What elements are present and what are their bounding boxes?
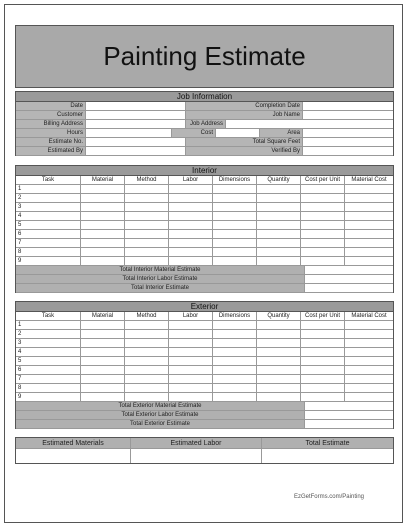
column-header: Cost per Unit: [301, 312, 345, 320]
exterior-table-row: [16, 348, 393, 357]
job-address-label: Job Address: [186, 120, 226, 128]
interior-table-row: [16, 230, 393, 239]
estimated-materials-label: Estimated Materials: [16, 438, 131, 448]
total-field[interactable]: [305, 284, 393, 292]
column-header: Method: [125, 312, 169, 320]
table-cell[interactable]: [125, 384, 169, 392]
table-cell[interactable]: [345, 339, 393, 347]
footer-text: EzGetForms.com/Painting: [293, 494, 364, 500]
customer-label: Customer: [16, 111, 86, 119]
estimate-no-field[interactable]: [86, 138, 186, 146]
interior-table-row: [16, 212, 393, 221]
total-field[interactable]: [305, 402, 393, 410]
completion-date-field[interactable]: [303, 102, 393, 110]
total-label: Total Interior Estimate: [16, 284, 305, 292]
table-cell[interactable]: [257, 330, 301, 338]
table-cell[interactable]: [81, 221, 125, 229]
total-field[interactable]: [305, 411, 393, 419]
table-cell[interactable]: [125, 248, 169, 256]
interior-table-row: [16, 203, 393, 212]
table-cell[interactable]: [213, 194, 257, 202]
column-header: Material Cost: [345, 312, 393, 320]
table-cell[interactable]: [213, 257, 257, 265]
job-info-row: [16, 120, 393, 129]
estimated-by-field[interactable]: [86, 147, 186, 155]
table-cell[interactable]: [213, 230, 257, 238]
table-cell[interactable]: [345, 357, 393, 365]
table-cell[interactable]: [169, 393, 213, 401]
interior-rows: [16, 185, 393, 266]
exterior-table-row: [16, 330, 393, 339]
total-square-feet-field[interactable]: [303, 138, 393, 146]
table-cell[interactable]: [257, 221, 301, 229]
table-cell[interactable]: [81, 212, 125, 220]
table-cell[interactable]: [81, 185, 125, 193]
table-cell[interactable]: [257, 248, 301, 256]
interior-totals: [16, 266, 393, 293]
job-name-field[interactable]: [303, 111, 393, 119]
row-number: 5: [18, 358, 22, 364]
table-cell[interactable]: [213, 330, 257, 338]
total-field[interactable]: [305, 266, 393, 274]
hours-field[interactable]: [86, 129, 172, 137]
table-cell[interactable]: [301, 357, 345, 365]
exterior-total-row: [16, 420, 393, 429]
table-cell[interactable]: [257, 257, 301, 265]
job-info-row: [16, 102, 393, 111]
table-cell[interactable]: [213, 221, 257, 229]
table-cell[interactable]: [257, 375, 301, 383]
table-cell[interactable]: [345, 384, 393, 392]
job-info-row: [16, 129, 393, 138]
task-cell[interactable]: [16, 212, 81, 220]
column-header: Task: [16, 176, 81, 184]
table-cell[interactable]: [345, 248, 393, 256]
table-cell[interactable]: [257, 366, 301, 374]
table-cell[interactable]: [125, 357, 169, 365]
task-cell[interactable]: [16, 330, 81, 338]
job-info-row: [16, 111, 393, 120]
total-label: Total Exterior Labor Estimate: [16, 411, 305, 419]
table-cell[interactable]: [81, 348, 125, 356]
exterior-table-row: [16, 366, 393, 375]
table-cell[interactable]: [213, 212, 257, 220]
row-number: 1: [18, 186, 22, 192]
table-cell[interactable]: [345, 203, 393, 211]
table-cell[interactable]: [169, 321, 213, 329]
table-cell[interactable]: [169, 357, 213, 365]
table-cell[interactable]: [125, 203, 169, 211]
row-number: 8: [18, 385, 22, 391]
estimate-no-label: Estimate No.: [16, 138, 86, 146]
table-cell[interactable]: [169, 375, 213, 383]
table-cell[interactable]: [345, 194, 393, 202]
table-cell[interactable]: [169, 212, 213, 220]
table-cell[interactable]: [81, 357, 125, 365]
table-cell[interactable]: [81, 230, 125, 238]
column-header: Quantity: [257, 176, 301, 184]
table-cell[interactable]: [81, 203, 125, 211]
total-estimate-field[interactable]: [262, 449, 393, 463]
table-cell[interactable]: [213, 321, 257, 329]
table-cell[interactable]: [81, 384, 125, 392]
interior-header: Interior: [16, 165, 393, 176]
interior-table-row: [16, 239, 393, 248]
column-header: Cost per Unit: [301, 176, 345, 184]
cost-field[interactable]: [216, 129, 260, 137]
table-cell[interactable]: [81, 194, 125, 202]
column-header: Material: [81, 176, 125, 184]
interior-table-row: [16, 185, 393, 194]
job-info-section: [15, 91, 394, 156]
table-cell[interactable]: [169, 230, 213, 238]
table-cell[interactable]: [345, 239, 393, 247]
table-cell[interactable]: [301, 348, 345, 356]
row-number: 2: [18, 331, 22, 337]
interior-table-row: [16, 248, 393, 257]
table-cell[interactable]: [81, 393, 125, 401]
task-cell[interactable]: [16, 203, 81, 211]
row-number: 4: [18, 349, 22, 355]
table-cell[interactable]: [213, 203, 257, 211]
table-cell[interactable]: [301, 212, 345, 220]
table-cell[interactable]: [257, 185, 301, 193]
task-cell[interactable]: [16, 230, 81, 238]
table-cell[interactable]: [169, 185, 213, 193]
table-cell[interactable]: [169, 221, 213, 229]
table-cell[interactable]: [301, 248, 345, 256]
total-estimate-label: Total Estimate: [262, 438, 393, 448]
row-number: 3: [18, 204, 22, 210]
row-number: 2: [18, 195, 22, 201]
table-cell[interactable]: [169, 248, 213, 256]
interior-total-row: [16, 266, 393, 275]
table-cell[interactable]: [125, 366, 169, 374]
table-cell[interactable]: [301, 239, 345, 247]
total-label: Total Interior Labor Estimate: [16, 275, 305, 283]
table-cell[interactable]: [213, 348, 257, 356]
table-cell[interactable]: [345, 221, 393, 229]
table-cell[interactable]: [345, 185, 393, 193]
exterior-table-row: [16, 384, 393, 393]
task-cell[interactable]: [16, 185, 81, 193]
task-cell[interactable]: [16, 393, 81, 401]
table-cell[interactable]: [301, 257, 345, 265]
hours-label: Hours: [16, 129, 86, 137]
row-number: 6: [18, 367, 22, 373]
task-cell[interactable]: [16, 357, 81, 365]
table-cell[interactable]: [257, 203, 301, 211]
interior-total-row: [16, 275, 393, 284]
estimated-by-label: Estimated By: [16, 147, 86, 155]
row-number: 9: [18, 394, 22, 400]
table-cell[interactable]: [213, 366, 257, 374]
table-cell[interactable]: [345, 257, 393, 265]
total-field[interactable]: [305, 275, 393, 283]
table-cell[interactable]: [125, 212, 169, 220]
task-cell[interactable]: [16, 348, 81, 356]
area-field[interactable]: [303, 129, 393, 137]
exterior-rows: [16, 321, 393, 402]
column-header: Labor: [169, 312, 213, 320]
billing-address-label: Billing Address: [16, 120, 86, 128]
row-number: 1: [18, 322, 22, 328]
date-label: Date: [16, 102, 86, 110]
table-cell[interactable]: [257, 348, 301, 356]
job-address-field[interactable]: [226, 120, 393, 128]
customer-field[interactable]: [86, 111, 186, 119]
table-cell[interactable]: [125, 239, 169, 247]
job-info-header: Job Information: [16, 91, 393, 102]
exterior-table-row: [16, 339, 393, 348]
row-number: 5: [18, 222, 22, 228]
column-header: Labor: [169, 176, 213, 184]
table-cell[interactable]: [213, 393, 257, 401]
table-cell[interactable]: [345, 375, 393, 383]
row-number: 4: [18, 213, 22, 219]
table-cell[interactable]: [301, 221, 345, 229]
table-cell[interactable]: [125, 330, 169, 338]
total-label: Total Exterior Material Estimate: [16, 402, 305, 410]
job-info-row: [16, 147, 393, 156]
table-cell[interactable]: [125, 321, 169, 329]
total-field[interactable]: [305, 420, 393, 428]
table-cell[interactable]: [81, 248, 125, 256]
table-cell[interactable]: [169, 239, 213, 247]
table-cell[interactable]: [301, 366, 345, 374]
interior-table-row: [16, 221, 393, 230]
task-cell[interactable]: [16, 248, 81, 256]
row-number: 6: [18, 231, 22, 237]
table-cell[interactable]: [125, 230, 169, 238]
table-cell[interactable]: [257, 230, 301, 238]
estimated-materials-field[interactable]: [16, 449, 131, 463]
table-cell[interactable]: [345, 321, 393, 329]
table-cell[interactable]: [257, 239, 301, 247]
exterior-table-row: [16, 321, 393, 330]
exterior-header: Exterior: [16, 301, 393, 312]
table-cell[interactable]: [81, 339, 125, 347]
task-cell[interactable]: [16, 366, 81, 374]
interior-table-row: [16, 257, 393, 266]
table-cell[interactable]: [301, 185, 345, 193]
table-cell[interactable]: [257, 212, 301, 220]
interior-table-row: [16, 194, 393, 203]
table-cell[interactable]: [81, 366, 125, 374]
summary-section: [15, 437, 394, 464]
table-cell[interactable]: [301, 384, 345, 392]
exterior-section: [15, 301, 394, 429]
table-cell[interactable]: [125, 393, 169, 401]
estimated-labor-field[interactable]: [131, 449, 262, 463]
row-number: 3: [18, 340, 22, 346]
exterior-table-row: [16, 357, 393, 366]
table-cell[interactable]: [125, 375, 169, 383]
table-cell[interactable]: [301, 339, 345, 347]
table-cell[interactable]: [345, 366, 393, 374]
exterior-total-row: [16, 402, 393, 411]
task-cell[interactable]: [16, 194, 81, 202]
job-info-row: [16, 138, 393, 147]
table-cell[interactable]: [213, 248, 257, 256]
table-cell[interactable]: [169, 366, 213, 374]
table-cell[interactable]: [257, 357, 301, 365]
summary-values: [16, 449, 393, 463]
page-title: Painting Estimate: [103, 41, 306, 71]
column-header: Method: [125, 176, 169, 184]
exterior-column-headers: [16, 312, 393, 321]
table-cell[interactable]: [213, 357, 257, 365]
form-page: [4, 4, 403, 523]
row-number: 9: [18, 258, 22, 264]
table-cell[interactable]: [301, 230, 345, 238]
table-cell[interactable]: [257, 384, 301, 392]
row-number: 8: [18, 249, 22, 255]
exterior-table-row: [16, 375, 393, 384]
title-banner: [15, 25, 394, 88]
verified-by-label: Verified By: [186, 147, 303, 155]
billing-address-field[interactable]: [86, 120, 186, 128]
table-cell[interactable]: [169, 330, 213, 338]
table-cell[interactable]: [345, 230, 393, 238]
table-cell[interactable]: [301, 194, 345, 202]
table-cell[interactable]: [213, 339, 257, 347]
table-cell[interactable]: [125, 348, 169, 356]
table-cell[interactable]: [345, 393, 393, 401]
cost-label: Cost: [172, 129, 216, 137]
table-cell[interactable]: [257, 393, 301, 401]
task-cell[interactable]: [16, 239, 81, 247]
table-cell[interactable]: [169, 339, 213, 347]
table-cell[interactable]: [301, 393, 345, 401]
table-cell[interactable]: [169, 257, 213, 265]
interior-total-row: [16, 284, 393, 293]
table-cell[interactable]: [125, 221, 169, 229]
table-cell[interactable]: [301, 330, 345, 338]
task-cell[interactable]: [16, 257, 81, 265]
table-cell[interactable]: [301, 203, 345, 211]
summary-labels: [16, 437, 393, 449]
table-cell[interactable]: [169, 194, 213, 202]
table-cell[interactable]: [81, 330, 125, 338]
table-cell[interactable]: [345, 330, 393, 338]
exterior-total-row: [16, 411, 393, 420]
table-cell[interactable]: [301, 321, 345, 329]
area-label: Area: [260, 129, 303, 137]
total-square-feet-label: Total Square Feet: [186, 138, 303, 146]
column-header: Quantity: [257, 312, 301, 320]
exterior-totals: [16, 402, 393, 429]
estimated-labor-label: Estimated Labor: [131, 438, 262, 448]
table-cell[interactable]: [125, 339, 169, 347]
table-cell[interactable]: [257, 321, 301, 329]
table-cell[interactable]: [257, 339, 301, 347]
table-cell[interactable]: [257, 194, 301, 202]
row-number: 7: [18, 240, 22, 246]
table-cell[interactable]: [169, 384, 213, 392]
task-cell[interactable]: [16, 375, 81, 383]
table-cell[interactable]: [345, 348, 393, 356]
table-cell[interactable]: [125, 185, 169, 193]
job-name-label: Job Name: [186, 111, 303, 119]
task-cell[interactable]: [16, 321, 81, 329]
task-cell[interactable]: [16, 221, 81, 229]
table-cell[interactable]: [81, 239, 125, 247]
task-cell[interactable]: [16, 339, 81, 347]
table-cell[interactable]: [169, 348, 213, 356]
row-number: 7: [18, 376, 22, 382]
table-cell[interactable]: [301, 375, 345, 383]
table-cell[interactable]: [169, 203, 213, 211]
table-cell[interactable]: [345, 212, 393, 220]
interior-section: [15, 165, 394, 293]
completion-date-label: Completion Date: [186, 102, 303, 110]
column-header: Dimensions: [213, 176, 257, 184]
table-cell[interactable]: [213, 384, 257, 392]
table-cell[interactable]: [81, 257, 125, 265]
date-field[interactable]: [86, 102, 186, 110]
table-cell[interactable]: [81, 321, 125, 329]
column-header: Material: [81, 312, 125, 320]
table-cell[interactable]: [213, 185, 257, 193]
interior-column-headers: [16, 176, 393, 185]
column-header: Dimensions: [213, 312, 257, 320]
total-label: Total Exterior Estimate: [16, 420, 305, 428]
table-cell[interactable]: [213, 239, 257, 247]
table-cell[interactable]: [125, 194, 169, 202]
exterior-table-row: [16, 393, 393, 402]
table-cell[interactable]: [125, 257, 169, 265]
verified-by-field[interactable]: [303, 147, 393, 155]
table-cell[interactable]: [81, 375, 125, 383]
table-cell[interactable]: [213, 375, 257, 383]
column-header: Material Cost: [345, 176, 393, 184]
total-label: Total Interior Material Estimate: [16, 266, 305, 274]
column-header: Task: [16, 312, 81, 320]
task-cell[interactable]: [16, 384, 81, 392]
